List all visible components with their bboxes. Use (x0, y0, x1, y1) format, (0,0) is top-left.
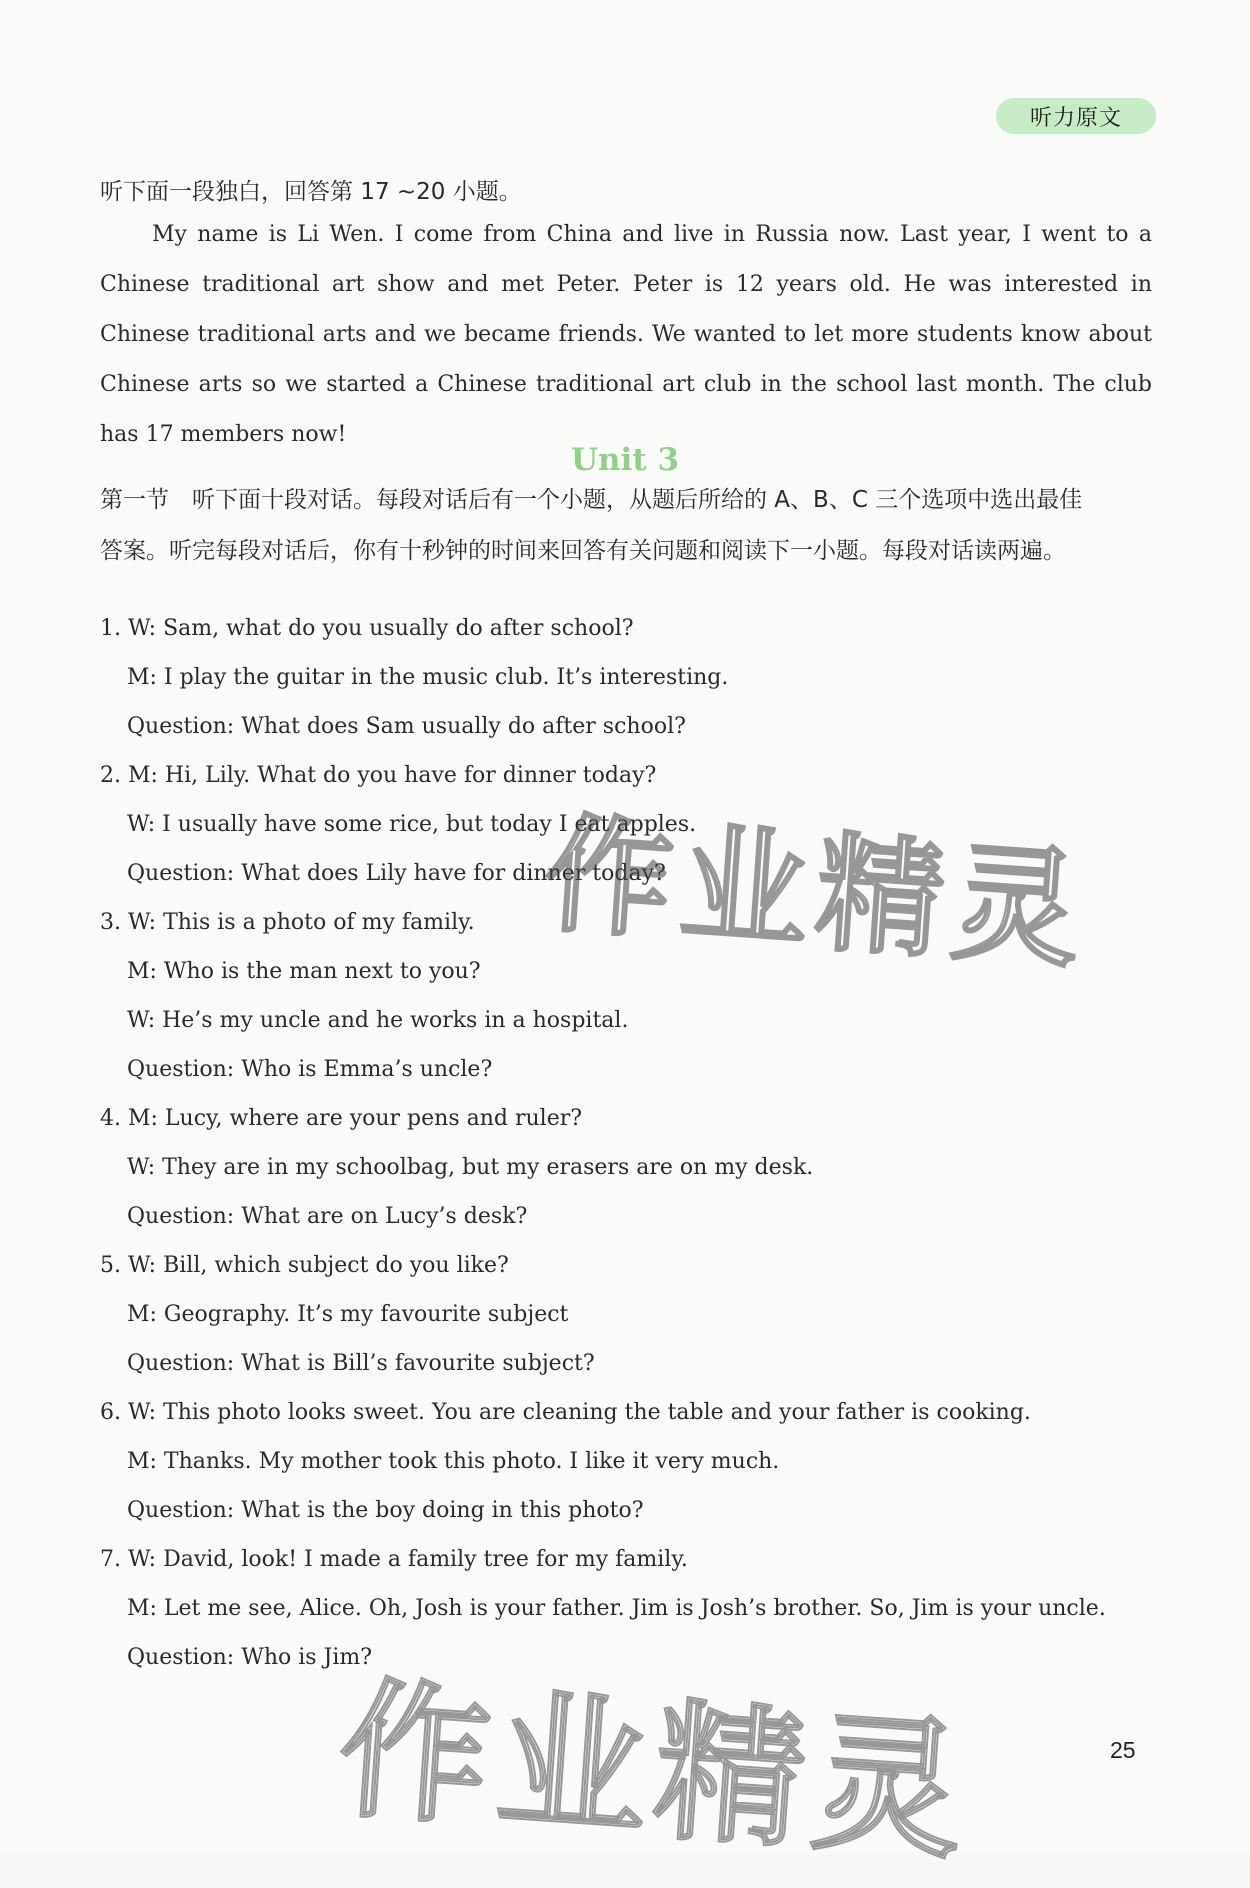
dialogue-5-question: Question: What is Bill’s favourite subject? (127, 1351, 595, 1376)
watermark-2: 作业精灵 (333, 1663, 977, 1881)
section-intro: 听下面一段独白，回答第 17 ~20 小题。 (100, 179, 522, 205)
dialogue-6-line-1: 6. W: This photo looks sweet. You are cleaning the table and your father is cooking. (100, 1400, 1031, 1425)
unit-title: Unit 3 (570, 442, 680, 478)
dialogue-1-line-2: M: I play the guitar in the music club. It’s interesting. (127, 665, 729, 690)
instructions-line-2: 答案。听完每段对话后，你有十秒钟的时间来回答有关问题和阅读下一小题。每段对话读两遍。 (100, 538, 1066, 564)
dialogue-4-line-2: W: They are in my schoolbag, but my erasers are on my desk. (127, 1155, 814, 1180)
dialogue-7-question: Question: Who is Jim? (127, 1645, 373, 1670)
dialogue-1-question: Question: What does Sam usually do after school? (127, 714, 686, 739)
section-badge: 听力原文 (996, 98, 1156, 134)
dialogue-6-question: Question: What is the boy doing in this photo? (127, 1498, 644, 1523)
dialogue-5-line-1: 5. W: Bill, which subject do you like? (100, 1253, 509, 1278)
dialogue-2-line-2: W: I usually have some rice, but today I eat apples. (127, 812, 697, 837)
instructions-line-1: 第一节 听下面十段对话。每段对话后有一个小题，从题后所给的 A、B、C 三个选项中选出最佳 (100, 487, 1083, 513)
dialogue-3-line-3: W: He’s my uncle and he works in a hospital. (127, 1008, 629, 1033)
dialogue-7-line-1: 7. W: David, look! I made a family tree for my family. (100, 1547, 688, 1572)
dialogue-4-question: Question: What are on Lucy’s desk? (127, 1204, 528, 1229)
dialogue-6-line-2: M: Thanks. My mother took this photo. I like it very much. (127, 1449, 780, 1474)
page-number: 25 (1110, 1737, 1136, 1763)
dialogue-3-line-1: 3. W: This is a photo of my family. (100, 910, 475, 935)
monologue-paragraph: My name is Li Wen. I come from China and live in Russia now. Last year, I went to a Chinese traditional art show and met Peter. Peter is 12 years old. He was interested in Chinese traditional arts and we became friends. We wanted to let more students know about Chinese arts so we started a Chinese traditional art club in the school last month. The club has 17 members now! (100, 222, 1152, 447)
dialogue-3-question: Question: Who is Emma’s uncle? (127, 1057, 493, 1082)
watermark-1: 作业精灵 (539, 800, 1093, 987)
dialogue-3-line-2: M: Who is the man next to you? (127, 959, 481, 984)
dialogue-4-line-1: 4. M: Lucy, where are your pens and ruler? (100, 1106, 583, 1131)
dialogue-5-line-2: M: Geography. It’s my favourite subject (127, 1302, 569, 1327)
dialogue-1-line-1: 1. W: Sam, what do you usually do after school? (100, 616, 634, 641)
dialogue-2-line-1: 2. M: Hi, Lily. What do you have for dinner today? (100, 763, 657, 788)
dialogue-7-line-2: M: Let me see, Alice. Oh, Josh is your father. Jim is Josh’s brother. So, Jim is your uncle. (127, 1596, 1106, 1621)
dialogue-2-question: Question: What does Lily have for dinner today? (127, 861, 666, 886)
